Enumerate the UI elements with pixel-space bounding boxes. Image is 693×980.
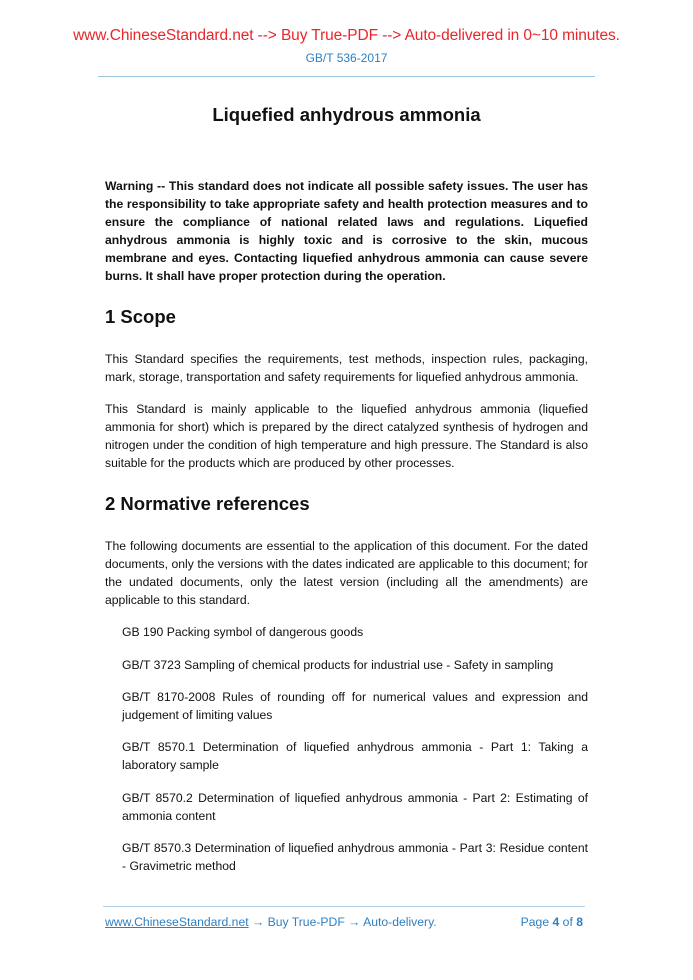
reference-item: GB/T 8570.2 Determination of liquefied anhydrous ammonia - Part 2: Estimating of ammonia content: [122, 791, 588, 823]
warning-paragraph: Warning -- This standard does not indicate all possible safety issues. The user has the responsibility to take appropriate safety and health protection measures and to ensure the compliance of national related laws and regulations. Liquefied anhydrous ammonia is highly toxic and is corrosive to the skin, mucous membrane and eyes. Contacting liquefied anhydrous ammonia can cause severe burns. It shall have proper protection during the operation.: [105, 179, 588, 283]
page-label: Page: [520, 915, 553, 929]
footer-tagline: → Buy True-PDF → Auto-delivery.: [248, 915, 437, 929]
document-code: GB/T 536-2017: [305, 51, 388, 65]
total-page-number: 8: [576, 915, 583, 929]
page-of-label: of: [559, 915, 577, 929]
footer-site-link[interactable]: www.ChineseStandard.net: [105, 915, 249, 929]
reference-item: GB/T 8570.1 Determination of liquefied anhydrous ammonia - Part 1: Taking a laboratory sample: [122, 740, 588, 772]
current-page-number: 4: [552, 915, 560, 929]
top-banner: www.ChineseStandard.net --> Buy True-PDF --> Auto-delivered in 0~10 minutes.: [73, 27, 620, 44]
references-intro-paragraph: The following documents are essential to the application of this document. For the dated documents, only the versions with the dates indicated are applicable to this document; for the undated documents, only the latest version (including all the amendments) are applicable to this standard.: [105, 539, 588, 607]
page-indicator: [521, 915, 583, 929]
page-footer: [105, 915, 583, 929]
footer-divider: [103, 906, 585, 907]
reference-item: GB/T 8570.3 Determination of liquefied anhydrous ammonia - Part 3: Residue content - Gravimetric method: [122, 841, 588, 873]
reference-item: GB 190 Packing symbol of dangerous goods: [122, 625, 364, 639]
section-heading-normative-references: 2 Normative references: [105, 493, 310, 514]
scope-paragraph: This Standard specifies the requirements, test methods, inspection rules, packaging, mark, storage, transportation and safety requirements for liquefied anhydrous ammonia.: [105, 352, 588, 384]
reference-item: GB/T 3723 Sampling of chemical products for industrial use - Safety in sampling: [122, 658, 554, 672]
reference-item: GB/T 8170-2008 Rules of rounding off for numerical values and expression and judgement of limiting values: [122, 690, 588, 722]
section-heading-scope: 1 Scope: [105, 306, 176, 327]
scope-paragraph: This Standard is mainly applicable to the liquefied anhydrous ammonia (liquefied ammonia for short) which is prepared by the direct catalyzed synthesis of hydrogen and nitrogen under the condition of high temperature and high pressure. The Standard is also suitable for the products which are produced by other processes.: [105, 402, 588, 470]
header-divider: [98, 76, 595, 77]
document-title: Liquefied anhydrous ammonia: [212, 104, 481, 125]
